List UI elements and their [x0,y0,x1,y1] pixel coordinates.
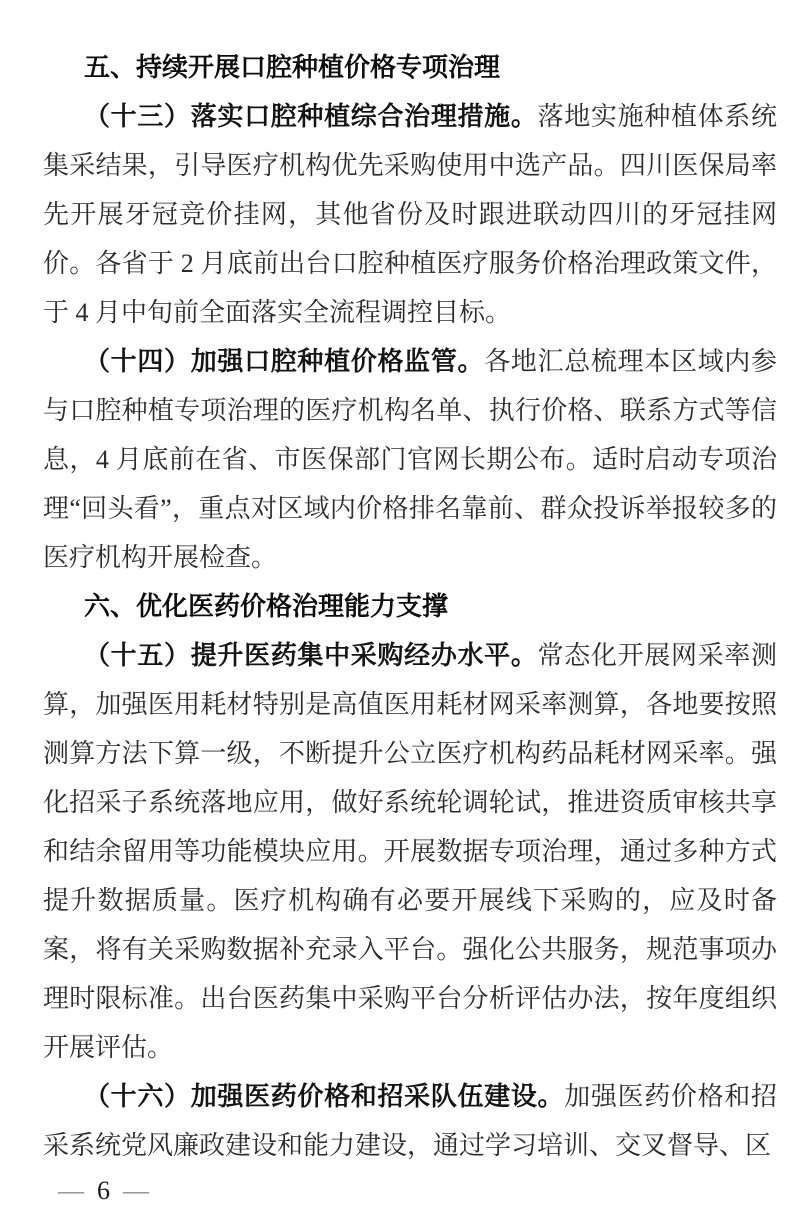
paragraph-14-body: 各地汇总梳理本区域内参与口腔种植专项治理的医疗机构名单、执行价格、联系方式等信息，4 月底前在省、市医保部门官网长期公布。适时启动专项治理“回头看”，重点对区域内价格排名靠前、群众投诉举报较多的医疗机构开展检查。 [43,347,777,572]
page-footer [58,1176,149,1206]
section-heading-5: 五、持续开展口腔种植价格专项治理 [84,52,501,82]
page-number: 6 [97,1176,110,1205]
paragraph-13-lead: （十三）落实口腔种植综合治理措施。 [84,102,538,131]
paragraph-15 [43,631,777,1072]
paragraph-13-body: 落地实施种植体系统集采结果，引导医疗机构优先采购使用中选产品。四川医保局率先开展牙冠竞价挂网，其他省份及时跟进联动四川的牙冠挂网价。各省于 2 月底前出台口腔种植医疗服务价格治理政策文件，于 4 月中旬前全面落实全流程调控目标。 [43,102,777,327]
footer-right-dash: — [123,1176,149,1205]
paragraph-16-lead: （十六）加强医药价格和招采队伍建设。 [84,1082,565,1111]
paragraph-15-lead: （十五）提升医药集中采购经办水平。 [84,641,538,670]
paragraph-13 [43,92,777,337]
section-heading-6: 六、优化医药价格治理能力支撑 [84,591,449,621]
paragraph-15-body: 常态化开展网采率测算，加强医用耗材特别是高值医用耗材网采率测算，各地要按照测算方法下算一级，不断提升公立医疗机构药品耗材网采率。强化招采子系统落地应用，做好系统轮调轮试，推进资质审核共享和结余留用等功能模块应用。开展数据专项治理，通过多种方式提升数据质量。医疗机构确有必要开展线下采购的，应及时备案，将有关采购数据补充录入平台。强化公共服务，规范事项办理时限标准。出台医药集中采购平台分析评估办法，按年度组织开展评估。 [43,641,777,1062]
paragraph-14 [43,337,777,582]
paragraph-16 [43,1072,777,1170]
footer-left-dash: — [58,1176,84,1205]
paragraph-16-body: 加强医药价格和招采系统党风廉政建设和能力建设，通过学习培训、交叉督导、区 [43,1082,777,1160]
document-body [43,43,777,1170]
paragraph-14-lead: （十四）加强口腔种植价格监管。 [84,347,485,376]
